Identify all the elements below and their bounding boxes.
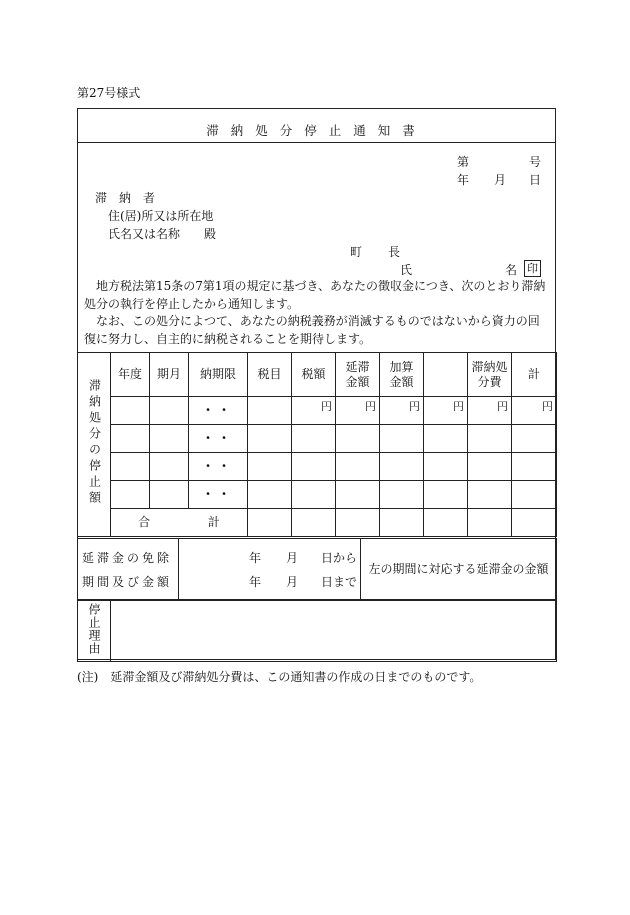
reason-content [111, 600, 557, 662]
table-row [78, 425, 557, 453]
exemption-label-cell [78, 539, 179, 601]
seal-icon: 印 [524, 260, 541, 277]
from-day: 日から [321, 550, 358, 565]
reason-label-cell [78, 600, 111, 662]
total-label-2: 計 [207, 515, 220, 529]
exemption-period-cell [179, 539, 361, 601]
address-label: 住(居)所又は所在地 [108, 209, 214, 223]
yen-unit: 円 [380, 397, 424, 425]
body-paragraph-2: なお、この処分によつて、あなたの納税義務が消滅するものではないから資力の回復に努力し、自主的に納税されることを期待します。 [84, 314, 540, 346]
yen-unit: 円 [468, 397, 512, 425]
date-dots: ・・ [201, 431, 234, 445]
exemption-table [77, 538, 557, 601]
form-title: 滞納処分停止通知書 [206, 123, 427, 138]
title-divider [78, 142, 555, 143]
suspended-amount-table [77, 352, 557, 537]
date-dots: ・・ [201, 487, 234, 501]
header-delinquency-charge-text: 延滞金額 [345, 359, 370, 389]
to-year: 年 [249, 574, 262, 589]
total-label-1: 合 [138, 515, 151, 529]
date-dots: ・・ [201, 459, 234, 473]
table-row [78, 481, 557, 509]
yen-unit: 円 [424, 397, 468, 425]
table-row [78, 397, 557, 425]
date-dots: ・・ [201, 403, 234, 417]
date-day: 日 [529, 173, 542, 187]
yen-unit: 円 [512, 397, 557, 425]
date-year: 年 [457, 173, 470, 187]
reason-label: 停止理由 [87, 602, 101, 655]
form-number: 第27号様式 [77, 86, 141, 100]
exemption-amount-label: 左の期間に対応する延滞金の金額 [361, 539, 557, 601]
notice-form [77, 108, 556, 660]
name-label: 氏名又は名称 殿 [108, 227, 217, 241]
total-label-cell [111, 509, 248, 537]
header-additional-tax [380, 353, 424, 397]
header-delinquency-charge [336, 353, 380, 397]
taxpayer-label: 滞 納 者 [95, 191, 156, 205]
header-year: 年度 [111, 353, 150, 397]
seal-mark [524, 260, 541, 277]
side-label: 滞納処分の停止額 [87, 378, 102, 507]
header-tax-amount: 税額 [292, 353, 336, 397]
total-row [78, 509, 557, 537]
table-row [78, 453, 557, 481]
body-paragraph-1: 地方税法第15条の7第1項の規定に基づき、あなたの徴収金につき、次のとおり滞納処分の執行を停止したから通知します。 [84, 279, 546, 311]
issuer-town: 町 [350, 245, 363, 259]
issuer-chief: 長 [388, 245, 401, 259]
header-period: 期月 [150, 353, 189, 397]
exemption-label-line-1: 延滞金の免除 [82, 550, 173, 565]
to-month: 月 [286, 574, 299, 589]
header-disposition-cost [468, 353, 512, 397]
from-year: 年 [249, 550, 262, 565]
date-month: 月 [494, 173, 507, 187]
side-label-cell [78, 353, 111, 537]
issuer-shi: 氏 [400, 263, 413, 277]
header-tax-item: 税目 [248, 353, 292, 397]
doc-number-prefix: 第 [457, 155, 470, 169]
header-total: 計 [512, 353, 557, 397]
exemption-label-line-2: 期間及び金額 [82, 574, 173, 589]
footnote: (注) 延滞金額及び滞納処分費は、この通知書の作成の日までのものです。 [77, 670, 482, 684]
doc-number-suffix: 号 [529, 155, 542, 169]
yen-unit: 円 [336, 397, 380, 425]
header-due-date: 納期限 [189, 353, 248, 397]
to-day: 日まで [321, 574, 358, 589]
reason-table [77, 599, 557, 662]
issuer-mei: 名 [505, 263, 518, 277]
header-additional-tax-text: 加算金額 [389, 359, 414, 389]
header-disposition-cost-text: 滞納処分費 [471, 359, 508, 389]
yen-unit: 円 [292, 397, 336, 425]
from-month: 月 [286, 550, 299, 565]
header-blank [424, 353, 468, 397]
